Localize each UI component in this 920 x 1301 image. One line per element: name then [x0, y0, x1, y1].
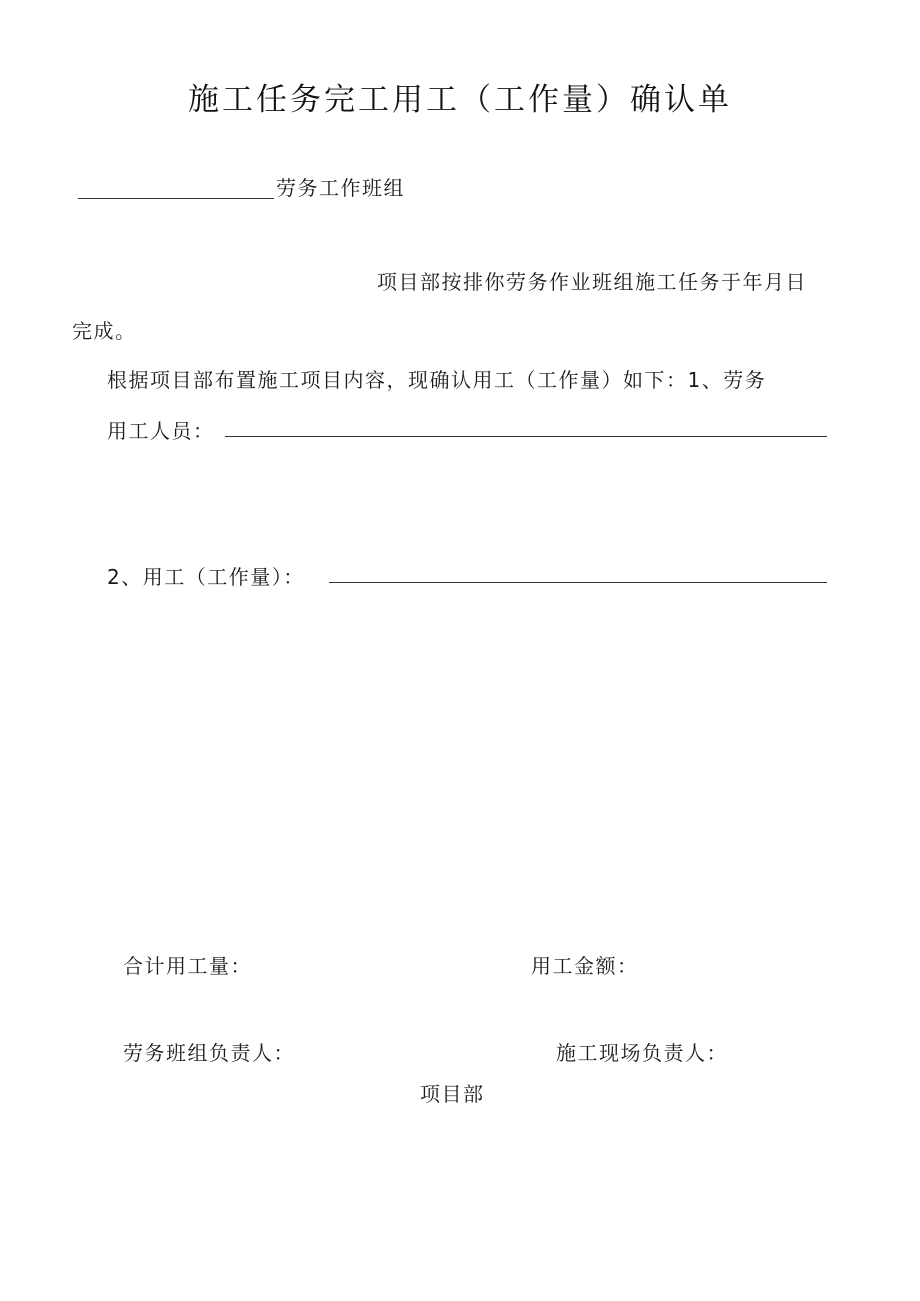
document-title: 施工任务完工用工（工作量）确认单: [188, 82, 732, 118]
site-leader-label: 施工现场负责人：: [556, 1041, 728, 1065]
project-department: 项目部: [420, 1082, 485, 1106]
paragraph-2-line-1: 根据项目部布置施工项目内容，现确认用工（工作量）如下：1、劳务: [107, 368, 767, 392]
team-leader-label: 劳务班组负责人：: [123, 1041, 295, 1065]
total-workload-label: 合计用工量：: [123, 954, 252, 978]
paragraph-1-line-1: 项目部按排你劳务作业班组施工任务于年月日: [377, 270, 807, 294]
team-suffix: 劳务工作班组: [276, 176, 405, 200]
workload-blank: [329, 582, 827, 583]
workers-blank: [225, 436, 827, 437]
labor-amount-label: 用工金额：: [531, 954, 639, 978]
team-name-blank: [78, 198, 274, 199]
workers-label: 用工人员：: [107, 419, 215, 443]
paragraph-1-line-2: 完成。: [72, 319, 137, 343]
item-2-label: 2、用工（工作量）：: [107, 565, 305, 589]
